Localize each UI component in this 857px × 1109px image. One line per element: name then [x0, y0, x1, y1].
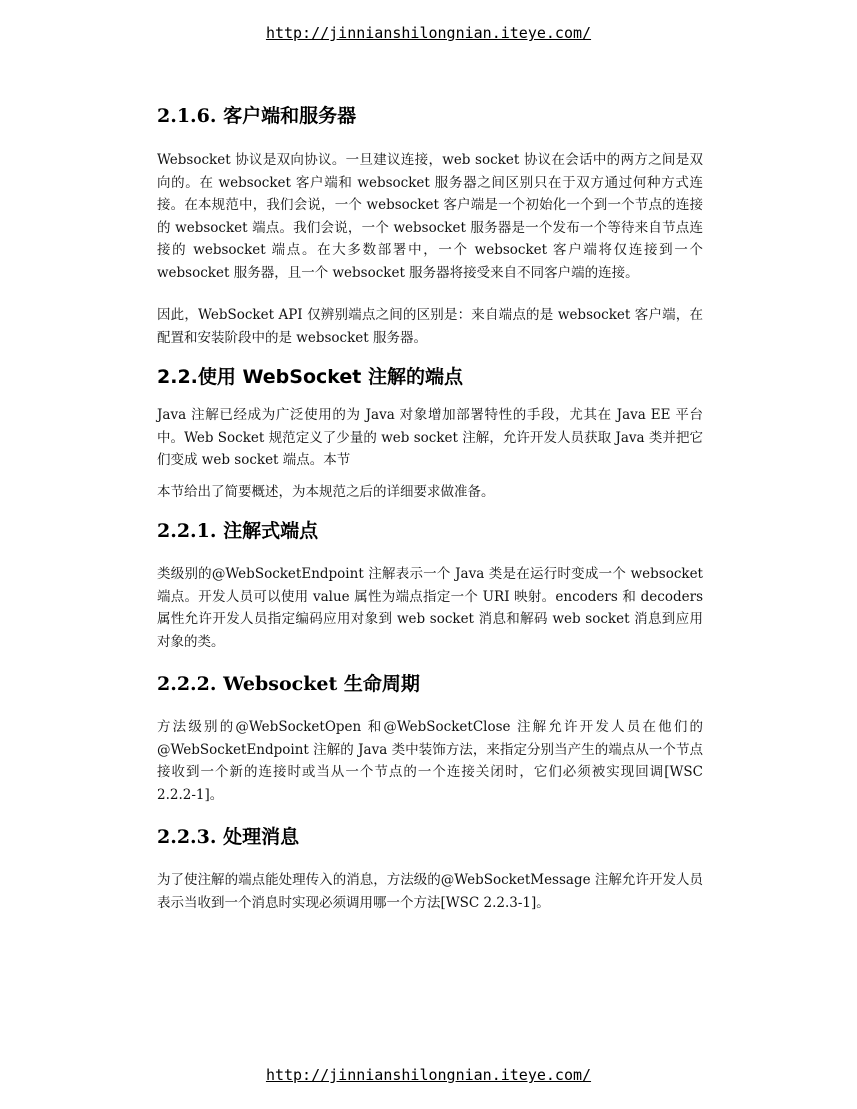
section-title-2-2-2: 2.2.2. Websocket 生命周期 [157, 673, 420, 695]
paragraph: 类级别的@WebSocketEndpoint 注解表示一个 Java 类是在运行时变成一个 websocket 端点。开发人员可以使用 value 属性为端点指定一个 URI 映射。encoders 和 decoders 属性允许开发人员指定编码应用对象到 web socket 消息和解码 web socket 消息到应用对象的类。 [157, 566, 703, 650]
page-header [0, 24, 857, 42]
paragraph: Websocket 协议是双向协议。一旦建议连接，web socket 协议在会话中的两方之间是双向的。在 websocket 客户端和 websocket 服务器之间区别只在于双方通过何种方式连接。在本规范中，我们会说，一个 websocket 客户端是一个初始化一个到一个节点的连接的 websocket 端点。我们会说，一个 websocket 服务器是一个发布一个等待来自节点连接的 websocket 端点。在大多数部署中，一个 websocket 客户端将仅连接到一个 websocket 服务器，且一个 websocket 服务器将接受来自不同客户端的连接。 [157, 152, 703, 281]
section-title-2-2-3: 2.2.3. 处理消息 [157, 826, 300, 848]
page-footer [0, 1066, 857, 1084]
paragraph: Java 注解已经成为广泛使用的为 Java 对象增加部署特性的手段，尤其在 Java EE 平台中。Web Socket 规范定义了少量的 web socket 注解，允许开发人员获取 Java 类并把它们变成 web socket 端点。本节 [157, 407, 703, 468]
footer-url-link[interactable]: http://jinnianshilongnian.iteye.com/ [265, 1066, 592, 1084]
paragraph: 为了使注解的端点能处理传入的消息，方法级的@WebSocketMessage 注解允许开发人员表示当收到一个消息时实现必须调用哪一个方法[WSC 2.2.3-1]。 [157, 872, 703, 911]
paragraph: 本节给出了简要概述，为本规范之后的详细要求做准备。 [157, 483, 495, 500]
section-title-2-2-1: 2.2.1. 注解式端点 [157, 520, 319, 542]
header-url-link[interactable]: http://jinnianshilongnian.iteye.com/ [265, 24, 592, 42]
paragraph: 方法级别的@WebSocketOpen 和@WebSocketClose 注解允许开发人员在他们的@WebSocketEndpoint 注解的 Java 类中装饰方法，来指定分别当产生的端点从一个节点接收到一个新的连接时或当从一个节点的一个连接关闭时，它们必须被实现回调[WSC 2.2.2-1]。 [157, 719, 703, 803]
section-title-2-1-6: 2.1.6. 客户端和服务器 [157, 105, 357, 127]
paragraph: 因此，WebSocket API 仅辨别端点之间的区别是：来自端点的是 websocket 客户端，在配置和安装阶段中的是 websocket 服务器。 [157, 307, 703, 346]
section-title-2-2: 2.2.使用 WebSocket 注解的端点 [157, 366, 463, 388]
document-body [157, 98, 703, 914]
